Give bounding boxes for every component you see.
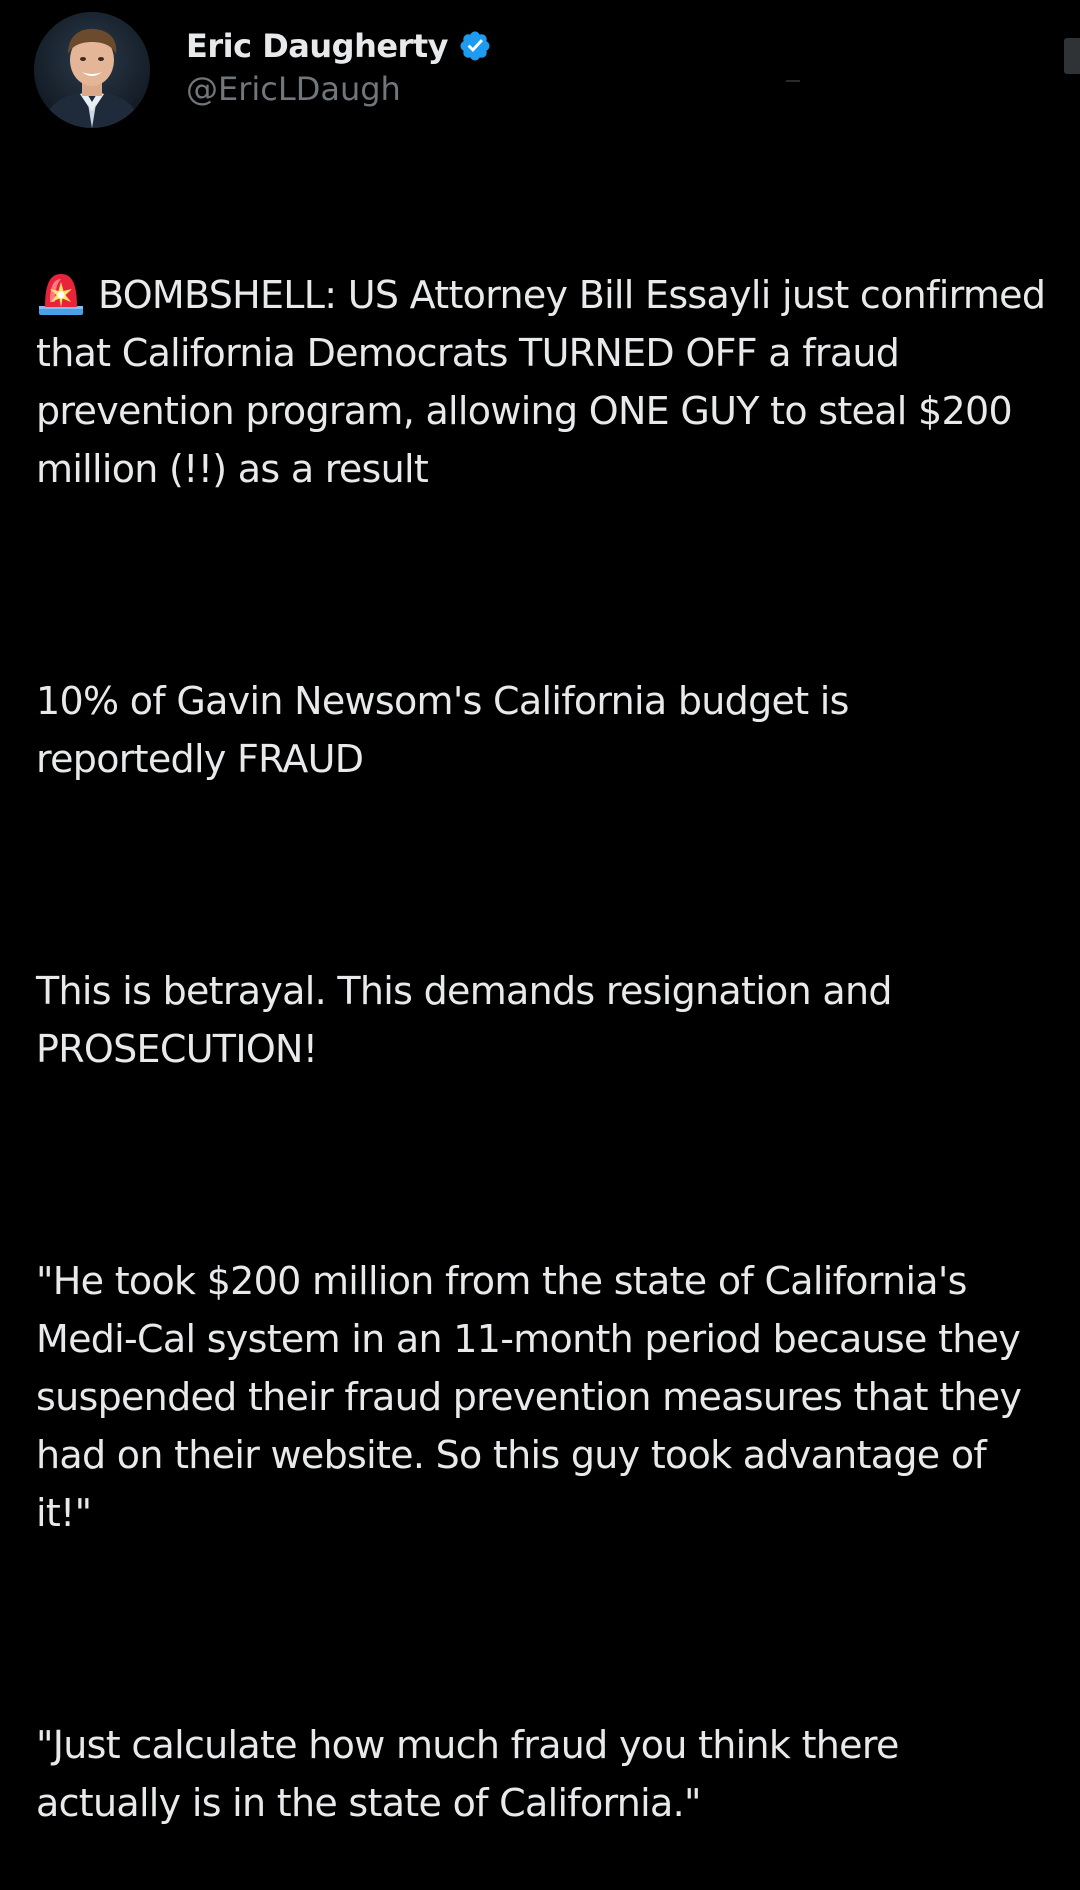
tweet-paragraph: "Just calculate how much fraud you think there actually is in the state of California."	[36, 1723, 911, 1825]
divider-mark	[786, 80, 800, 82]
author-display-name[interactable]: Eric Daugherty	[186, 27, 448, 65]
avatar[interactable]	[34, 12, 150, 128]
author-name-row[interactable]	[186, 24, 492, 68]
tweet-paragraph-text: BOMBSHELL: US Attorney Bill Essayli just confirmed that California Democrats TURNED OFF a fraud prevention program, allowing ONE GUY to steal $200 million (!!) as a result	[36, 273, 1057, 491]
author-handle[interactable]: @EricLDaugh	[186, 70, 401, 108]
tweet-text	[36, 150, 1057, 1890]
siren-icon	[36, 270, 86, 316]
verified-badge-icon	[458, 29, 492, 63]
tweet-header	[34, 12, 1080, 130]
tweet-paragraph: "He took $200 million from the state of California's Medi-Cal system in an 11-month period because they suspended their fraud prevention measures that they had on their website. So this guy took advantage of it!"	[36, 1259, 1033, 1535]
tweet-paragraph: This is betrayal. This demands resignation and PROSECUTION!	[36, 969, 904, 1071]
more-options-button[interactable]	[1064, 38, 1080, 74]
tweet-paragraph	[36, 266, 1057, 498]
profile-photo-icon	[34, 12, 150, 128]
tweet-paragraph: 10% of Gavin Newsom's California budget is reportedly FRAUD	[36, 679, 861, 781]
